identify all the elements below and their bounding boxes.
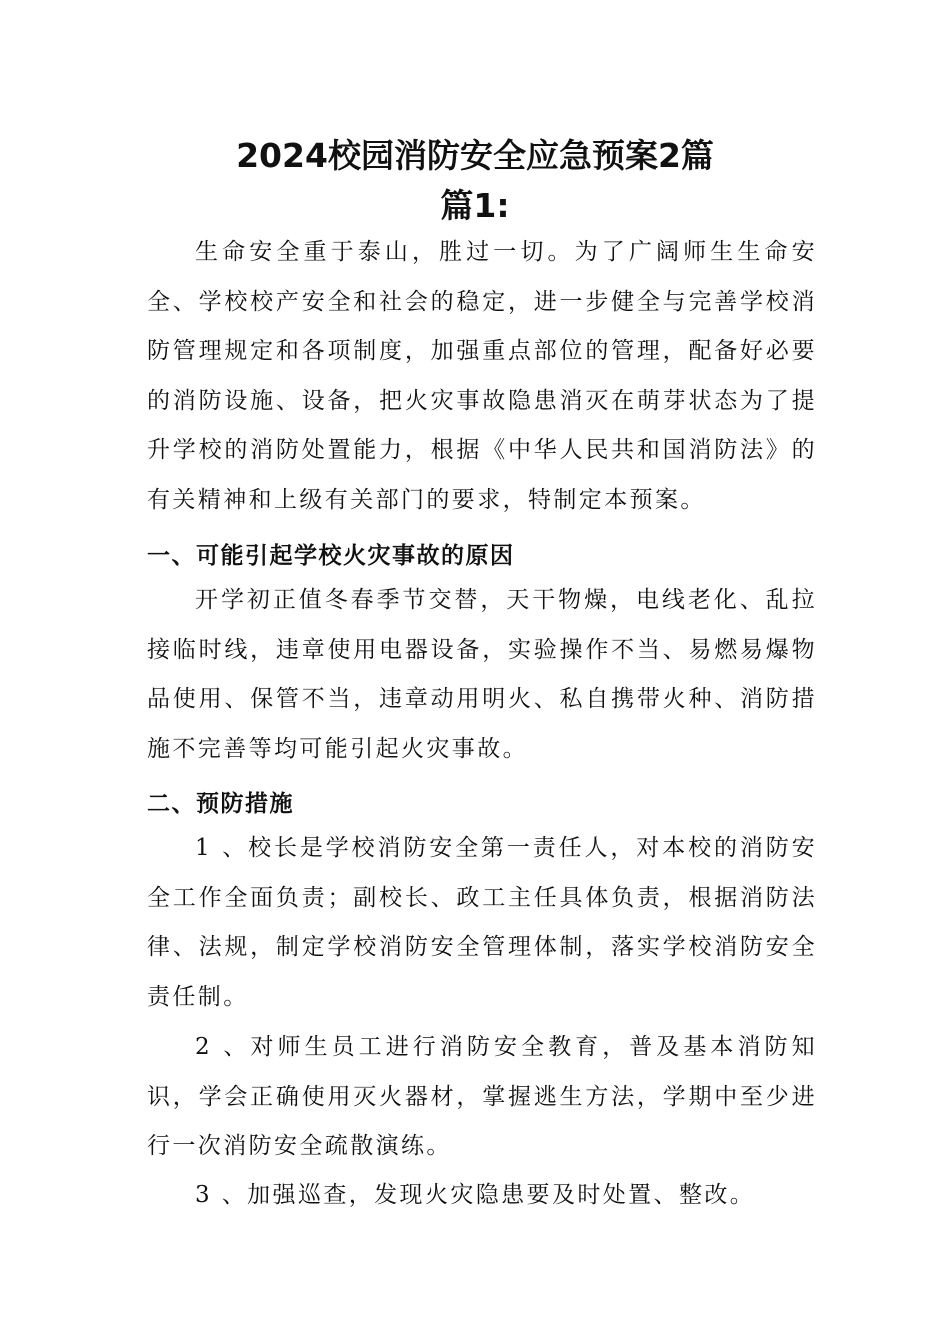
section-heading-causes: 一、可能引起学校火灾事故的原因 <box>147 543 515 569</box>
prevention-item-1: 1 、校长是学校消防安全第一责任人，对本校的消防安全工作全面负责；副校长、政工主任具体负责，根据消防法律、法规，制定学校消防安全管理体制，落实学校消防安全责任制。 <box>147 835 817 1010</box>
prevention-item-3: 3 、加强巡查，发现火灾隐患要及时处置、整改。 <box>195 1182 756 1208</box>
prevention-item-2: 2 、对师生员工进行消防安全教育，普及基本消防知识，学会正确使用灭火器材，掌握逃生方法，学期中至少进行一次消防安全疏散演练。 <box>147 1034 817 1160</box>
section-heading-prevention: 二、预防措施 <box>147 791 294 817</box>
document-subtitle: 篇1: <box>440 186 510 225</box>
causes-paragraph: 开学初正值冬春季节交替，天干物燥，电线老化、乱拉接临时线，违章使用电器设备，实验操作不当、易燃易爆物品使用、保管不当，违章动用明火、私自携带火种、消防措施不完善等均可能引起火灾事故。 <box>147 587 817 762</box>
document-title: 2024校园消防安全应急预案2篇 <box>236 136 714 175</box>
intro-paragraph: 生命安全重于泰山，胜过一切。为了广阔师生生命安全、学校校产安全和社会的稳定，进一步健全与完善学校消防管理规定和各项制度，加强重点部位的管理，配备好必要的消防设施、设备，把火灾事故隐患消灭在萌芽状态为了提升学校的消防处置能力，根据《中华人民共和国消防法》的有关精神和上级有关部门的要求，特制定本预案。 <box>147 239 817 513</box>
